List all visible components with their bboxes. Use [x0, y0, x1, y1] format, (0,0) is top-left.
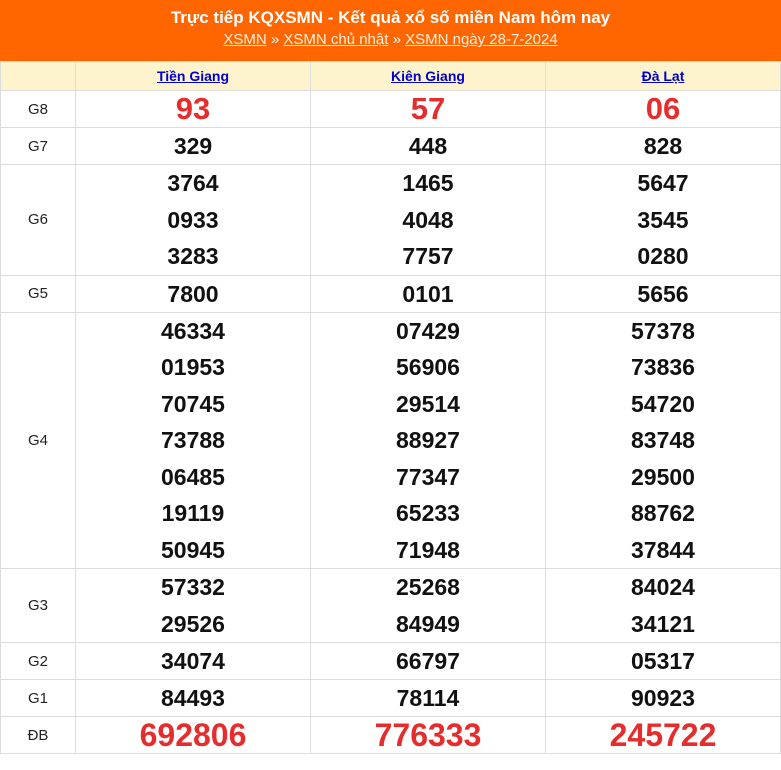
- prize-cell: [76, 165, 311, 276]
- prize-cell: [546, 275, 781, 312]
- prize-number: 4048: [402, 206, 454, 233]
- breadcrumb-xsmn-link[interactable]: XSMN: [223, 31, 267, 48]
- prize-number: 66797: [396, 648, 460, 674]
- prize-number: 5656: [637, 280, 689, 307]
- prize-label: G2: [1, 643, 76, 680]
- prize-cell: [546, 569, 781, 643]
- prize-number: 56906: [396, 354, 460, 380]
- prize-number: 329: [173, 133, 213, 159]
- prize-number: 93: [175, 91, 211, 126]
- corner-cell: [1, 62, 76, 91]
- prize-number: 70745: [161, 390, 225, 417]
- prize-number: 0280: [637, 243, 689, 269]
- prize-label: G7: [1, 128, 76, 165]
- prize-number: 88762: [631, 500, 695, 526]
- province-header: [546, 62, 781, 91]
- prize-number: 06: [645, 91, 681, 126]
- prize-row-g7: [1, 128, 781, 165]
- prize-number: 34074: [161, 648, 225, 674]
- prize-number: 0933: [167, 206, 219, 233]
- province-link-kien-giang[interactable]: Kiên Giang: [391, 68, 465, 84]
- prize-number: 73788: [161, 427, 225, 453]
- prize-number: 7800: [167, 280, 219, 307]
- prize-cell: [76, 91, 311, 128]
- prize-number: 78114: [396, 685, 460, 711]
- prize-number: 84493: [161, 685, 225, 711]
- prize-cell: [76, 128, 311, 165]
- prize-label: G3: [1, 569, 76, 643]
- breadcrumb-separator: »: [392, 31, 401, 48]
- prize-number: 57378: [631, 317, 695, 344]
- prize-cell: [311, 569, 546, 643]
- prize-label: G4: [1, 312, 76, 569]
- prize-number: 692806: [139, 717, 247, 753]
- prize-number: 3545: [637, 206, 689, 233]
- province-header: [311, 62, 546, 91]
- prize-number: 90923: [631, 685, 695, 711]
- prize-cell: [311, 643, 546, 680]
- prize-cell: [546, 680, 781, 717]
- prize-row-g2: [1, 643, 781, 680]
- prize-row-g3: [1, 569, 781, 643]
- prize-number: 37844: [631, 536, 695, 563]
- prize-number: 71948: [396, 536, 460, 563]
- prize-cell: [311, 680, 546, 717]
- prize-number: 65233: [396, 500, 460, 526]
- prize-number: 77347: [396, 463, 460, 490]
- breadcrumb: [0, 30, 781, 50]
- prize-number: 57332: [161, 574, 225, 600]
- prize-number: 50945: [161, 536, 225, 563]
- prize-cell: [546, 91, 781, 128]
- prize-cell: [76, 275, 311, 312]
- prize-number: 84024: [631, 574, 695, 600]
- prize-row-g1: [1, 680, 781, 717]
- prize-number: 29514: [396, 390, 460, 417]
- prize-number: 83748: [631, 427, 695, 453]
- prize-cell: [76, 569, 311, 643]
- prize-cell: [546, 717, 781, 754]
- prize-number: 245722: [609, 717, 717, 753]
- prize-table-body: [1, 91, 781, 754]
- prize-number: 7757: [402, 243, 454, 269]
- prize-row-g8: [1, 91, 781, 128]
- prize-number: 46334: [161, 317, 225, 344]
- table-header-row: [1, 62, 781, 91]
- prize-number: 448: [408, 133, 448, 159]
- breadcrumb-date-link[interactable]: XSMN ngày 28-7-2024: [405, 31, 558, 48]
- prize-number: 73836: [631, 354, 695, 380]
- prize-number: 01953: [161, 354, 225, 380]
- prize-number: 05317: [631, 648, 695, 674]
- prize-number: 25268: [396, 574, 460, 600]
- prize-label: G8: [1, 91, 76, 128]
- prize-number: 0101: [402, 280, 454, 307]
- prize-number: 828: [643, 133, 683, 159]
- prize-number: 34121: [631, 610, 695, 637]
- prize-cell: [546, 312, 781, 569]
- prize-cell: [76, 680, 311, 717]
- prize-number: 3764: [167, 170, 219, 196]
- results-table: [0, 61, 781, 754]
- prize-cell: [311, 128, 546, 165]
- prize-number: 57: [410, 91, 446, 126]
- page-title: Trực tiếp KQXSMN - Kết quả xổ số miền Nam hôm nay: [170, 8, 611, 27]
- prize-number: 5647: [637, 170, 689, 196]
- breadcrumb-separator: »: [270, 31, 280, 48]
- prize-cell: [546, 128, 781, 165]
- prize-label: G5: [1, 275, 76, 312]
- prize-cell: [76, 717, 311, 754]
- prize-cell: [311, 275, 546, 312]
- province-link-da-lat[interactable]: Đà Lạt: [641, 68, 685, 84]
- prize-number: 06485: [161, 463, 225, 490]
- prize-row-g5: [1, 275, 781, 312]
- province-link-tien-giang[interactable]: Tiền Giang: [156, 68, 230, 84]
- prize-cell: [311, 165, 546, 276]
- prize-number: 29500: [631, 463, 695, 490]
- prize-cell: [546, 165, 781, 276]
- prize-label: G1: [1, 680, 76, 717]
- prize-label: ĐB: [1, 717, 76, 754]
- prize-number: 29526: [161, 610, 225, 637]
- prize-label: G6: [1, 165, 76, 276]
- prize-row-g6: [1, 165, 781, 276]
- prize-row-đb: [1, 717, 781, 754]
- prize-cell: [76, 312, 311, 569]
- prize-cell: [311, 312, 546, 569]
- page-header: [0, 0, 781, 61]
- prize-cell: [311, 717, 546, 754]
- prize-number: 84949: [396, 610, 460, 637]
- prize-number: 19119: [161, 500, 225, 526]
- province-header: [76, 62, 311, 91]
- prize-cell: [311, 91, 546, 128]
- prize-number: 88927: [396, 427, 460, 453]
- prize-number: 1465: [402, 170, 454, 196]
- prize-number: 07429: [396, 317, 460, 344]
- prize-number: 776333: [374, 717, 482, 753]
- prize-row-g4: [1, 312, 781, 569]
- prize-number: 54720: [631, 390, 695, 417]
- prize-number: 3283: [167, 243, 219, 269]
- prize-cell: [76, 643, 311, 680]
- breadcrumb-sunday-link[interactable]: XSMN chủ nhật: [283, 31, 389, 48]
- prize-cell: [546, 643, 781, 680]
